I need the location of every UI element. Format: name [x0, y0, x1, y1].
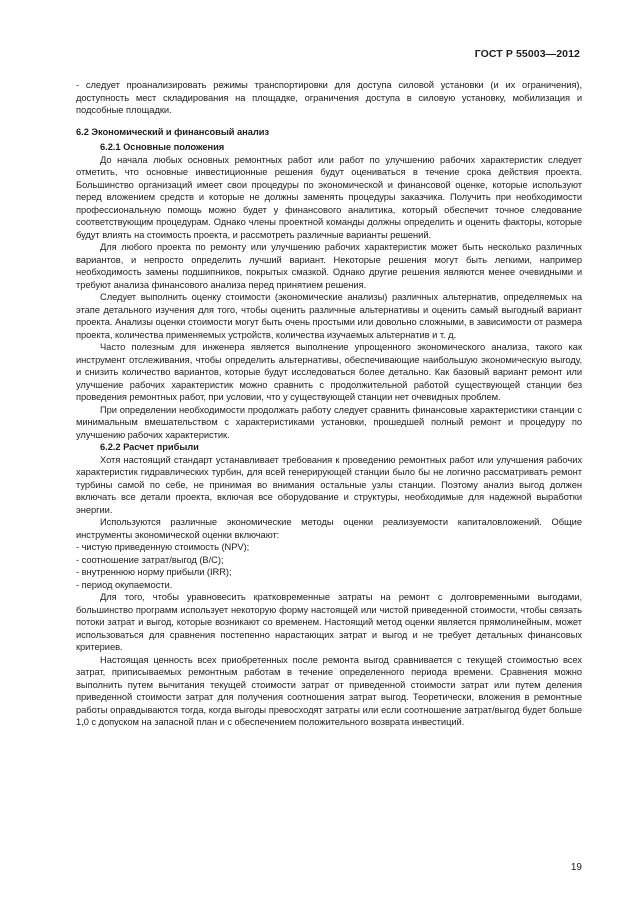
- list-item: - внутреннюю норму прибыли (IRR);: [76, 567, 232, 577]
- paragraph: Для того, чтобы уравновесить кратковременные затраты на ремонт с долговременными выгодами, большинство программ использует некоторую форму настоящей или чистой приведенной стоимости, чтобы связать потоки затрат и выгод, которые возникают со временем. Настоящий метод оценки является прямолинейным, может использоваться для сравнения постепенно нарастающих затрат и выгод и не требует детальных финансовых критериев.: [76, 592, 582, 652]
- paragraph: Часто полезным для инженера является выполнение упрощенного экономического анализа, такого как инструмент отслеживания, чтобы определить альтернативы, обеспечивающие наибольшую экономическую выгоду, и снизить количество вариантов, которые будут исследоваться более детально. Как базовый вариант ремонт или улучшение рабочих характеристик можно сравнить с продолжительной работой существующей станции без проведения ремонтных работ, при условии, что у существующей станции нет очевидных проблем.: [76, 342, 582, 402]
- paragraph: Следует выполнить оценку стоимости (экономические анализы) различных альтернатив, определяемых на этапе детального изучения для того, чтобы оценить различные альтернативы и оценить самый выгодный вариант проекта. Анализы оценки стоимости могут быть очень простыми или довольно сложными, в зависимости от размера проекта, количества применяемых устройств, количества изучаемых альтернатив и т. д.: [76, 292, 582, 340]
- list-item: - соотношение затрат/выгод (B/C);: [76, 554, 224, 565]
- subsection-title-2: 6.2.2 Расчет прибыли: [100, 442, 199, 452]
- page-number: 19: [570, 862, 582, 873]
- intro-bullet: - следует проанализировать режимы транспортировки для доступа силовой установки (и их ограничения), доступность мест складирования на площадке, ограничения доступа в силовую установку, мобилизация и подсобные площадки.: [76, 80, 582, 115]
- section-title: 6.2 Экономический и финансовый анализ: [76, 126, 270, 137]
- page-content: [76, 79, 582, 729]
- paragraph: Для любого проекта по ремонту или улучшению рабочих характеристик может быть несколько различных вариантов, и непросто определить лучший вариант. Некоторые решения могут быть легкими, например необходимость замены подшипников, покрытых смазкой. Однако другие решения являются менее очевидными и требуют анализа финансового анализа перед принятием решения.: [76, 242, 582, 290]
- paragraph: Настоящая ценность всех приобретенных после ремонта выгод сравнивается с текущей стоимостью всех затрат, приписываемых ремонтным работам в течение определенного периода времени. Сравнения можно выполнить путем вычитания текущей стоимости затрат от приведенной стоимости затрат или путем деления приведенной стоимости затрат для получения соотношения затрат выгод. Теоретически, вложения в ремонтные работы оправдываются тогда, когда выгоды превосходят затраты или если соотношение затрат/выгод будет больше 1,0 с допуском на запасной план и с обеспечением положительного возврата инвестиций.: [76, 654, 582, 727]
- standard-header: ГОСТ Р 55003—2012: [474, 48, 580, 60]
- list-item: - период окупаемости.: [76, 579, 173, 590]
- paragraph: При определении необходимости продолжать работу следует сравнить финансовые характеристики станции с минимальным вмешательством с характеристиками установки, прошедшей полный ремонт и процедуру по улучшению рабочих характеристик.: [76, 404, 582, 440]
- paragraph: Используются различные экономические методы оценки реализуемости капиталовложений. Общие инструменты экономической оценки включают:: [76, 517, 582, 540]
- paragraph: Хотя настоящий стандарт устанавливает требования к проведению ремонтных работ или улучшения рабочих характеристик гидравлических турбин, для всей генерирующей станции было бы не логично рассматривать ремонт турбины самой по себе, не принимая во внимания остальные узлы станции. Поэтому анализ выгод должен включать все детали проекта, включая все оборудование и структуры, необходимые для надежной выработки энергии.: [76, 454, 582, 515]
- list-item: - чистую приведенную стоимость (NPV);: [76, 542, 250, 552]
- paragraph: До начала любых основных ремонтных работ или работ по улучшению рабочих характеристик следует отметить, что основные инвестиционные решения будут оцениваться в течение срока действия проекта. Большинство организаций имеет свои процедуры по экономической и финансовой оценке, которые используют перед вложением средств и которые не должны заменять процедуры заказчика. Получить при необходимости профессиональную помощь можно будет у финансового аналитика, который обеспечит точное следование соответствующим процедурам. Однако члены проектной команды должны определить и оценить факторы, которые будут влиять на стоимость проекта, и рассмотреть различные варианты решений.: [76, 154, 582, 240]
- subsection-title-1: 6.2.1 Основные положения: [100, 142, 225, 152]
